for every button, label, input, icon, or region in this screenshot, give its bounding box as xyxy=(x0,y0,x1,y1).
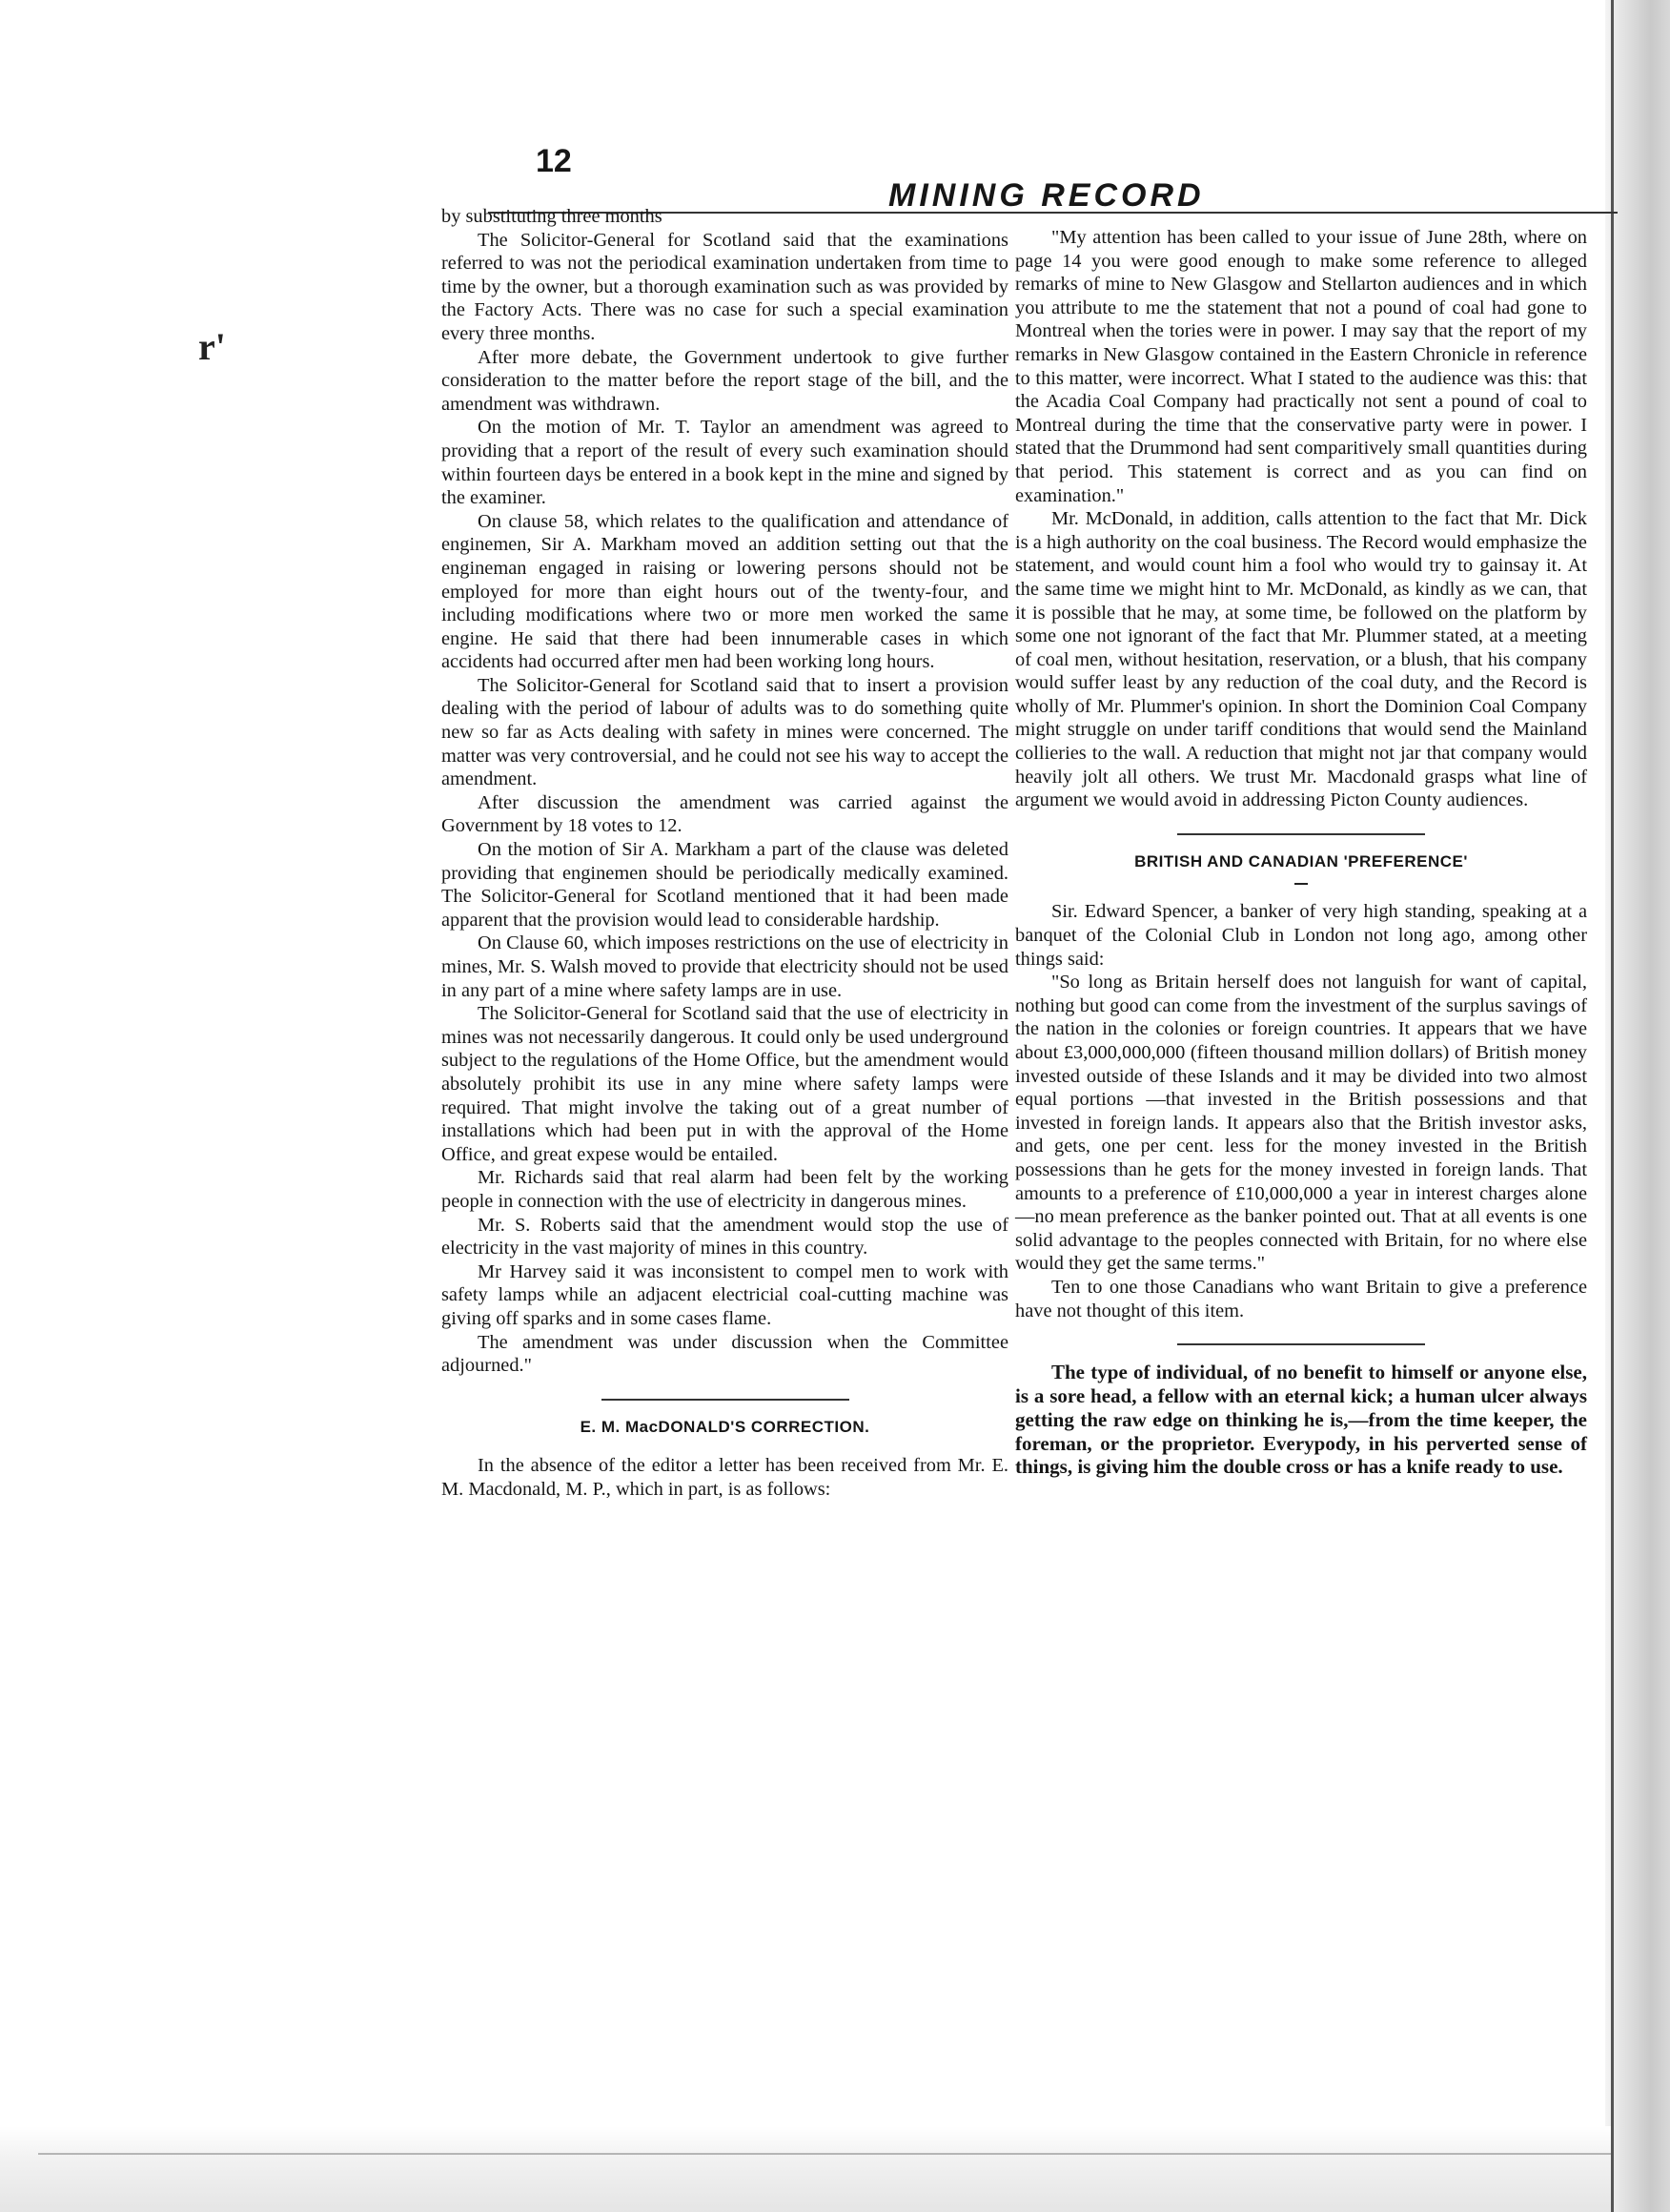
section-rule xyxy=(1177,833,1425,835)
paragraph: Mr. S. Roberts said that the amendment would stop the use of electricity in the vast majority of mines in this country. xyxy=(441,1214,1008,1260)
publication-title: MINING RECORD xyxy=(888,177,1205,214)
left-column xyxy=(441,205,1008,1501)
page-bottom-edge xyxy=(0,2126,1611,2212)
paragraph: The Solicitor-General for Scotland said that to insert a provision dealing with the period of labour of adults was to do something quite new so far as Acts dealing with safety in mines were concerned. The matter was very controversial, and he could not see his way to accept the amendment. xyxy=(441,674,1008,790)
heading-dash xyxy=(1294,883,1308,885)
right-column xyxy=(1015,226,1587,1479)
page-edge-shadow xyxy=(1605,0,1670,2212)
paragraph: Mr Harvey said it was inconsistent to compel men to work with safety lamps while an adjacent electricial coal-cutting machine was giving off sparks and in some cases flame. xyxy=(441,1260,1008,1329)
page-edge-line xyxy=(1611,0,1614,2212)
paragraph: The Solicitor-General for Scotland said that the examinations referred to was not the periodical examination undertaken from time to time by the owner, but a thorough examination such as was provided by the Factory Acts. There was no case for such a special examination every three months. xyxy=(441,229,1008,344)
section-rule xyxy=(601,1399,849,1401)
bold-note-text: The type of individual, of no benefit to himself or anyone else, is a sore head, a fellow with an eternal kick; a human ulcer always getting the raw edge on thinking he is,—from the time keeper, the foreman, or the proprietor. Everypody, in his perverted sense of things, is giving him the double cross or has a knife ready to use. xyxy=(1015,1361,1587,1479)
paragraph: Mr. McDonald, in addition, calls attention to the fact that Mr. Dick is a high authority on the coal business. The Record would emphasize the statement, and would count him a fool who would try to gainsay it. At the same time we might hint to Mr. McDonald, as kindly as we can, that it is possible that he may, at some time, be followed on the platform by some one not ignorant of the fact that Mr. Plummer stated, at a meeting of coal men, without hesitation, reservation, or a blush, that his company would suffer least by any reduction of the coal duty, and the Record is wholly of Mr. Plummer's opinion. In short the Dominion Coal Company might struggle on under tariff conditions that would send the Mainland collieries to the wall. A reduction that might not jar that company would heavily jolt all others. We trust Mr. Macdonald grasps what line of argument we would avoid in addressing Picton County audiences. xyxy=(1015,508,1587,811)
paragraph: On the motion of Mr. T. Taylor an amendment was agreed to providing that a report of the result of every such examination should within fourteen days be entered in a book kept in the mine and signed by the examiner. xyxy=(441,417,1008,509)
paragraph: In the absence of the editor a letter has been received from Mr. E. M. Macdonald, M. P., which in part, is as follows: xyxy=(441,1455,1008,1500)
paragraph: The amendment was under discussion when the Committee adjourned." xyxy=(441,1331,1008,1377)
margin-mark: r' xyxy=(198,325,226,368)
paragraph: After discussion the amendment was carried against the Government by 18 votes to 12. xyxy=(441,791,1008,837)
paragraph: On clause 58, which relates to the qualification and attendance of enginemen, Sir A. Markham moved an addition setting out that the engineman engaged in raising or lowering persons should not be employed for more than eight hours out of the twenty-four, and including modifications where two or more men worked the same engine. He said that there had been innumerable cases in which accidents had occurred after men had been working long hours. xyxy=(441,510,1008,673)
paragraph: After more debate, the Government undertook to give further consideration to the matter before the report stage of the bill, and the amendment was withdrawn. xyxy=(441,346,1008,415)
paragraph: "My attention has been called to your issue of June 28th, where on page 14 you were good enough to make some reference to alleged remarks of mine to New Glasgow and Stellarton audiences and in which you attribute to me the statement that not a pound of coal had gone to Montreal when the tories were in power. I may say that the report of my remarks in New Glasgow contained in the Eastern Chronicle in reference to this matter, were incorrect. What I stated to the audience was this: that the Acadia Coal Company had practically not sent a pound of coal to Montreal during the time that the conservative party were in power. I stated that the Drummond had sent comparitively small quantities during that period. This statement is correct and as you can find on examination." xyxy=(1015,227,1587,506)
section-rule xyxy=(1177,1343,1425,1345)
section-heading-macdonald: E. M. MacDONALD'S CORRECTION. xyxy=(580,1417,870,1436)
paragraph: On the motion of Sir A. Markham a part of the clause was deleted providing that enginemen should be periodically medically examined. The Solicitor-General for Scotland mentioned that it had been made apparent that the provision would lead to considerable hardship. xyxy=(441,839,1008,931)
paragraph: by substituting three months xyxy=(441,206,662,227)
paragraph: Mr. Richards said that real alarm had been felt by the working people in connection with the use of electricity in dangerous mines. xyxy=(441,1167,1008,1212)
section-heading-preference: BRITISH AND CANADIAN 'PREFERENCE' xyxy=(1134,851,1468,870)
bottom-edge-rule xyxy=(38,2153,1611,2155)
page-number: 12 xyxy=(536,143,572,179)
bold-note xyxy=(1015,1361,1587,1479)
paragraph: The Solicitor-General for Scotland said that the use of electricity in mines was not necessarily dangerous. It could only be used underground subject to the regulations of the Home Office, but the amendment would absolutely prohibit its use in any mine where safety lamps were required. That might involve the taking out of a great number of installations which had been put in with the approval of the Home Office, and great expese would be entailed. xyxy=(441,1003,1008,1165)
paragraph: Sir. Edward Spencer, a banker of very high standing, speaking at a banquet of the Colonial Club in London not long ago, among other things said: xyxy=(1015,901,1587,970)
paragraph: "So long as Britain herself does not languish for want of capital, nothing but good can come from the investment of the surplus savings of the nation in the colonies or foreign countries. It appears that we have about £3,000,000,000 (fifteen thousand million dollars) of British money invested outside of these Islands and it may be divided into two almost equal portions —that invested in the British possessions and that invested in foreign lands. It appears also that the British investor asks, and gets, one per cent. less for the money invested in the British possessions than he gets for the money invested in foreign lands. That amounts to a preference of £10,000,000 a year in interest charges alone—no mean preference as the banker pointed out. That at all events is one solid advantage to the peoples connected with Britain, for no where else would they get the same terms." xyxy=(1015,972,1587,1275)
paragraph: On Clause 60, which imposes restrictions on the use of electricity in mines, Mr. S. Walsh moved to provide that electricity should not be used in any part of a mine where safety lamps are in use. xyxy=(441,932,1008,1001)
paragraph: Ten to one those Canadians who want Britain to give a preference have not thought of this item. xyxy=(1015,1276,1587,1321)
